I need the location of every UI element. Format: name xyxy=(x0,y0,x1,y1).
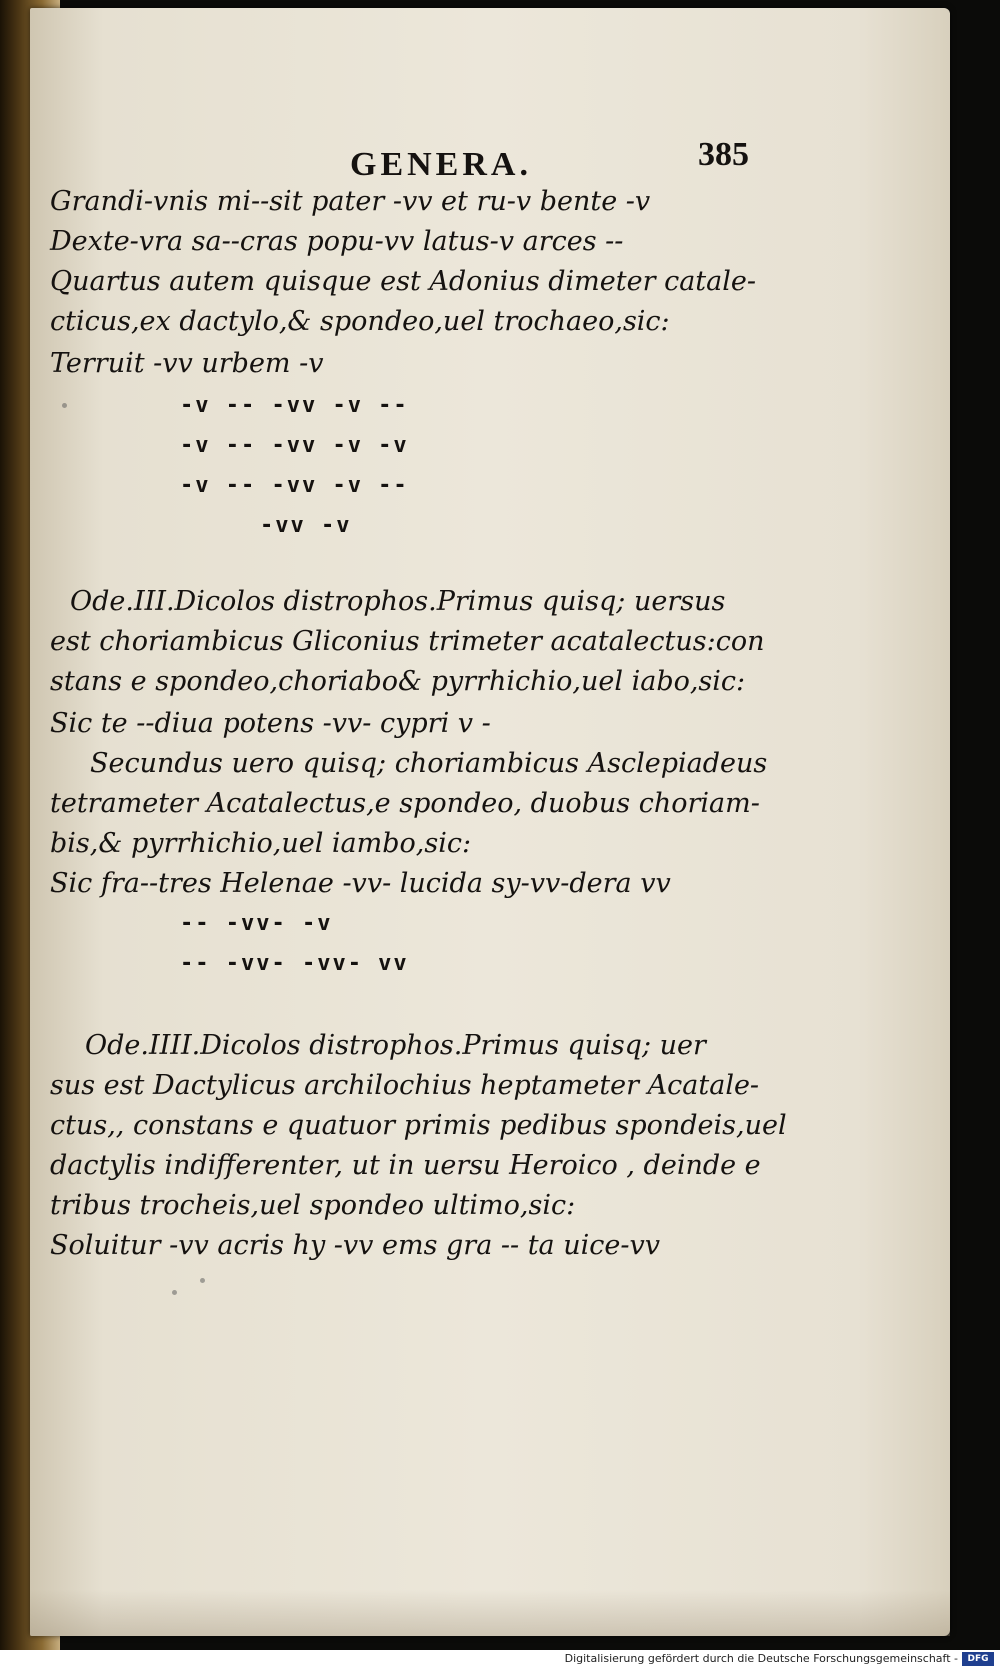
page-edge-shadow xyxy=(30,1590,950,1636)
text-line: Quartus autem quisque est Adonius dimeter catale- xyxy=(50,266,756,297)
metrical-scheme-line: -v -- -vv -v -- xyxy=(180,393,409,418)
funding-credit: Digitalisierung gefördert durch die Deutsche Forschungsgemeinschaft - xyxy=(564,1652,958,1665)
text-line: dactylis indifferenter, ut in uersu Heroico , deinde e xyxy=(50,1150,761,1181)
text-line: tribus trocheis,uel spondeo ultimo,sic: xyxy=(50,1190,576,1221)
dfg-logo: DFG xyxy=(962,1652,994,1666)
text-line: est choriambicus Gliconius trimeter acatalectus:con xyxy=(50,626,765,657)
metrical-scheme-line: -- -vv- -v xyxy=(180,911,333,936)
page-number: 385 xyxy=(698,136,749,173)
metrical-scheme-line: -v -- -vv -v -v xyxy=(180,433,409,458)
ink-smudge xyxy=(172,1290,177,1295)
footer-bar xyxy=(0,1650,1000,1669)
text-line: Sic fra--tres Helenae -vv- lucida sy-vv-dera vv xyxy=(50,868,671,899)
ink-smudge xyxy=(200,1278,205,1283)
text-line: Terruit -vv urbem -v xyxy=(50,348,324,379)
running-title: GENERA. xyxy=(350,146,532,183)
metrical-scheme-line: -v -- -vv -v -- xyxy=(180,473,409,498)
metrical-scheme-line: -- -vv- -vv- vv xyxy=(180,951,409,976)
text-line: Secundus uero quisq; choriambicus Asclepiadeus xyxy=(90,748,768,779)
metrical-scheme-line: -vv -v xyxy=(260,513,352,538)
text-line: Grandi-vnis mi--sit pater -vv et ru-v bente -v xyxy=(50,186,651,217)
text-line: Sic te --diua potens -vv- cypri v - xyxy=(50,708,491,739)
ink-smudge xyxy=(62,403,67,408)
text-line: ctus,, constans e quatuor primis pedibus spondeis,uel xyxy=(50,1110,787,1141)
text-line: cticus,ex dactylo,& spondeo,uel trochaeo,sic: xyxy=(50,306,670,337)
text-line: tetrameter Acatalectus,e spondeo, duobus choriam- xyxy=(50,788,760,819)
text-line: Ode.III.Dicolos distrophos.Primus quisq; uersus xyxy=(70,586,726,617)
text-line: bis,& pyrrhichio,uel iambo,sic: xyxy=(50,828,472,859)
text-line: sus est Dactylicus archilochius heptameter Acatale- xyxy=(50,1070,760,1101)
text-line: stans e spondeo,choriabo& pyrrhichio,uel iabo,sic: xyxy=(50,666,746,697)
text-line: Soluitur -vv acris hy -vv ems gra -- ta uice-vv xyxy=(50,1230,660,1261)
text-line: Ode.IIII.Dicolos distrophos.Primus quisq; uer xyxy=(85,1030,706,1061)
book-page xyxy=(30,8,950,1636)
text-line: Dexte-vra sa--cras popu-vv latus-v arces -- xyxy=(50,226,624,257)
